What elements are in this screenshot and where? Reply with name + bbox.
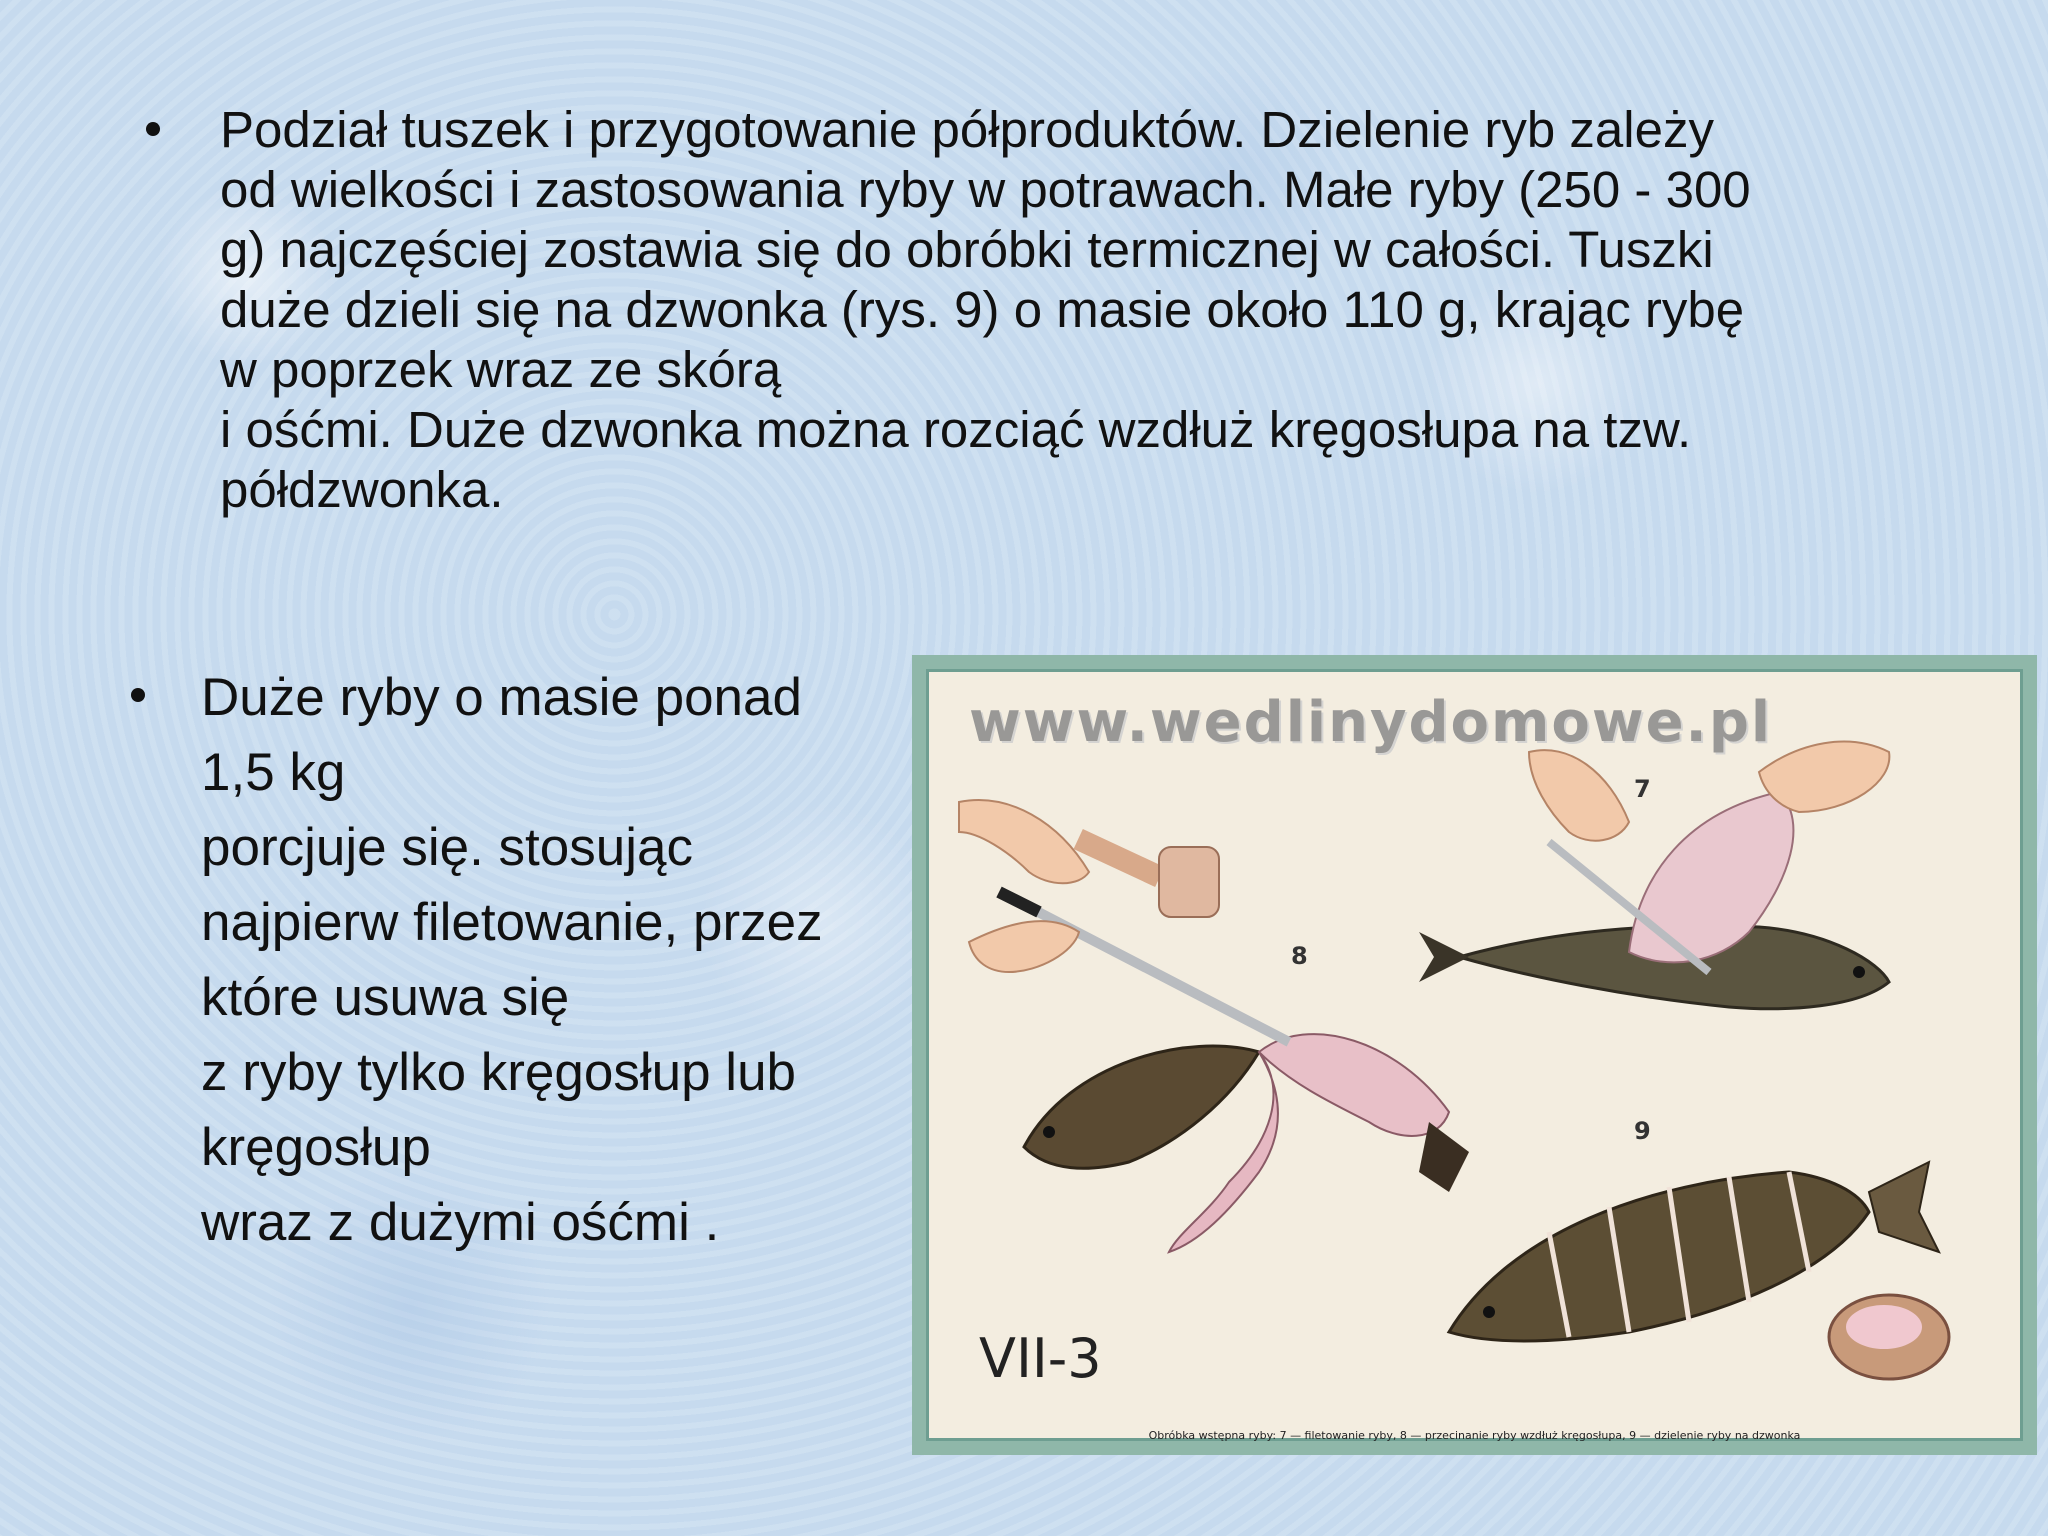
fish-9-drawing: [1449, 1162, 1949, 1379]
bullet-dot: [131, 688, 145, 702]
fish-processing-illustration: [912, 655, 2037, 1455]
illustration-plate: [926, 669, 2023, 1441]
bullet-paragraph-1: [140, 100, 1970, 520]
figure-number-8: 8: [1291, 942, 1308, 970]
bullet-dot: [146, 122, 160, 136]
paragraph-text-1: Podział tuszek i przygotowanie półproduktów. Dzielenie ryb zależy od wielkości i zastosowania ryby w potrawach. Małe ryby (250 - 300 g) najczęściej zostawia się do obróbki termicznej w całości. Tuszki duże dzieli się na dzwonka (rys. 9) o masie około 110 g, krając rybę w poprzek wraz ze skórą i ośćmi. Duże dzwonka można rozciąć wzdłuż kręgosłupa na tzw. półdzwonka.: [220, 101, 1751, 518]
fish-drawings: [929, 672, 2020, 1438]
bullet-paragraph-2: [125, 660, 915, 1260]
plate-label: VII-3: [979, 1327, 1102, 1390]
illustration-caption: Obróbka wstępna ryby: 7 — filetowanie ryby, 8 — przecinanie ryby wzdłuż kręgosłupa, 9 — dzielenie ryby na dzwonka: [1148, 1429, 1801, 1442]
fish-7-drawing: [1419, 742, 1889, 1009]
fish-8-drawing: [959, 800, 1469, 1252]
watermark-text: www.wedlinydomowe.pl: [969, 690, 1773, 755]
figure-number-7: 7: [1634, 775, 1651, 803]
paragraph-text-2: Duże ryby o masie ponad 1,5 kg porcjuje się. stosując najpierw filetowanie, przez które usuwa się z ryby tylko kręgosłup lub kręgosłup wraz z dużymi ośćmi .: [201, 668, 823, 1252]
figure-number-9: 9: [1634, 1117, 1651, 1145]
